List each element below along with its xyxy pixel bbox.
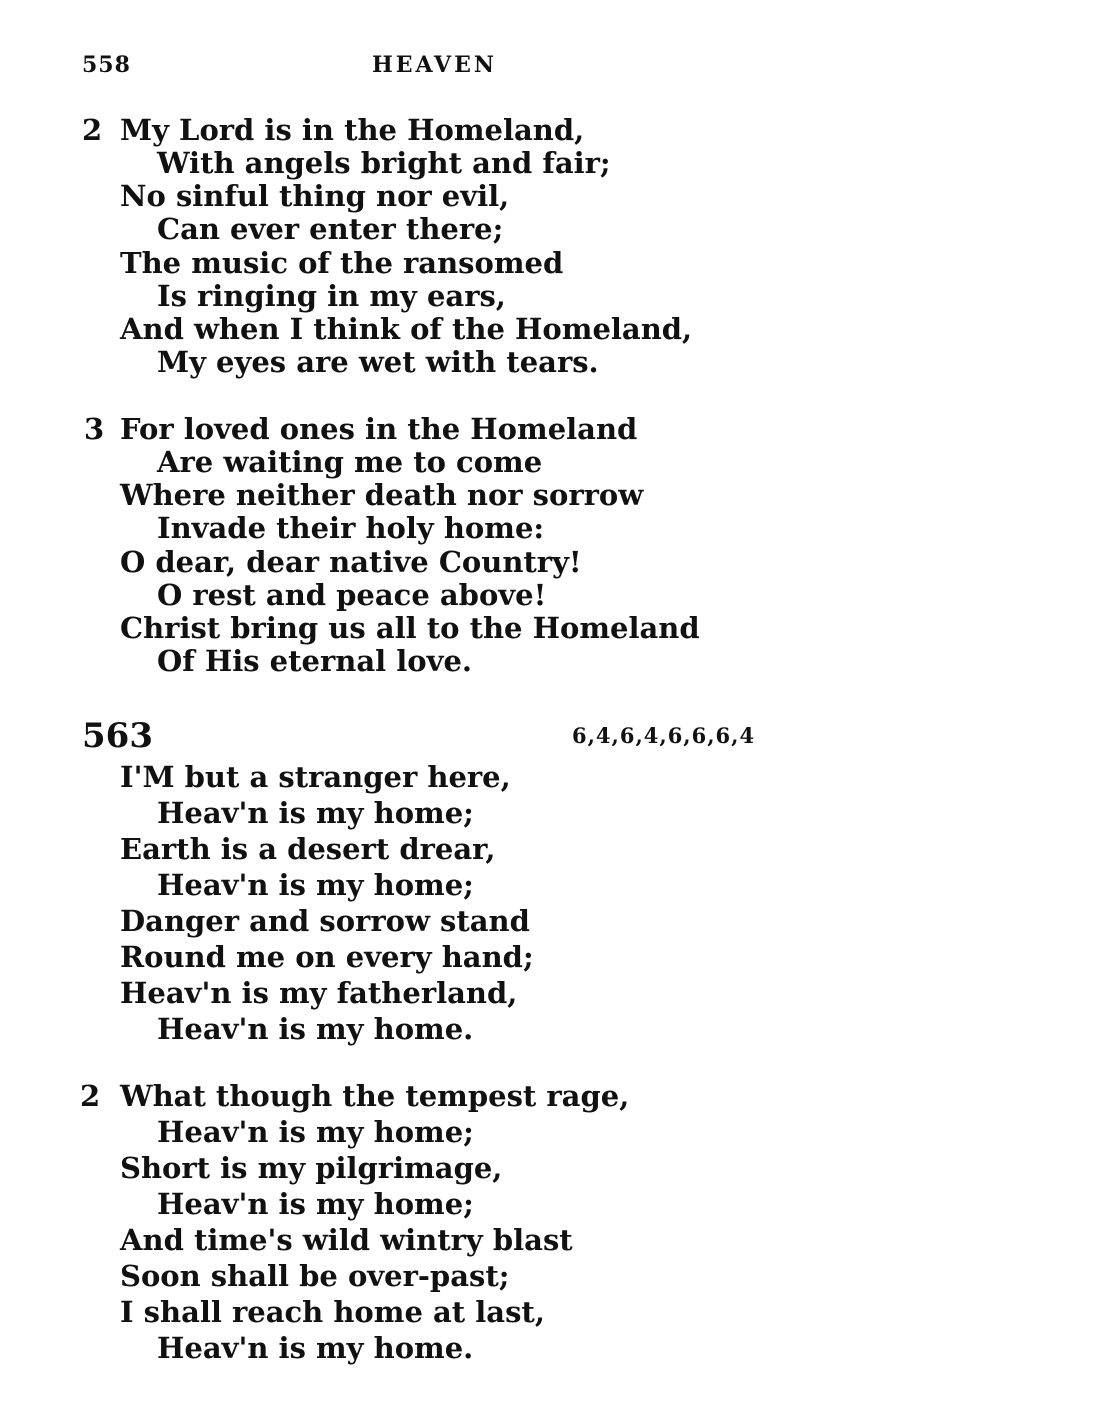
running-title: HEAVEN [372,52,497,78]
verse-line: Short is my pilgrimage, [120,1151,503,1185]
verse-line: Soon shall be over-past; [120,1259,510,1293]
verse-line: O dear, dear native Country! [120,545,582,579]
verse-line: Heav'n is my home; [157,1187,474,1221]
verse-line: My Lord is in the Homeland, [120,113,585,147]
verse-line: The music of the ransomed [120,246,564,280]
verse-line: Where neither death nor sorrow [120,478,644,512]
verse-line: Are waiting me to come [157,445,543,479]
verse-line: I'M but a stranger here, [120,760,511,794]
verse-line: O rest and peace above! [157,578,547,612]
verse-line: Round me on every hand; [120,940,534,974]
verse-line: Of His eternal love. [157,644,472,678]
stanza-number: 3 [84,412,105,446]
stanza-number: 2 [82,113,103,147]
verse-line: No sinful thing nor evil, [120,179,510,213]
verse-line: Heav'n is my fatherland, [120,976,518,1010]
verse-line: I shall reach home at last, [120,1295,545,1329]
verse-line: Heav'n is my home. [157,1012,474,1046]
verse-line: And time's wild wintry blast [120,1223,573,1257]
verse-line: And when I think of the Homeland, [120,312,693,346]
verse-line: Heav'n is my home; [157,1115,474,1149]
verse-line: Danger and sorrow stand [120,904,530,938]
verse-line: What though the tempest rage, [120,1079,630,1113]
hymn-number: 563 [82,716,153,756]
verse-line: My eyes are wet with tears. [157,345,599,379]
verse-line: Christ bring us all to the Homeland [120,611,700,645]
stanza-number: 2 [80,1079,101,1113]
verse-line: For loved ones in the Homeland [120,412,638,446]
verse-line: Can ever enter there; [157,212,504,246]
verse-line: Heav'n is my home; [157,796,474,830]
verse-line: With angels bright and fair; [157,146,611,180]
page-header [82,52,642,86]
verse-line: Invade their holy home: [157,511,545,545]
hymn-meter: 6,4,6,4,6,6,6,4 [572,723,756,748]
page-number: 558 [82,52,131,78]
verse-line: Is ringing in my ears, [157,279,506,313]
verse-line: Heav'n is my home; [157,868,474,902]
verse-line: Earth is a desert drear, [120,832,496,866]
verse-line: Heav'n is my home. [157,1331,474,1365]
